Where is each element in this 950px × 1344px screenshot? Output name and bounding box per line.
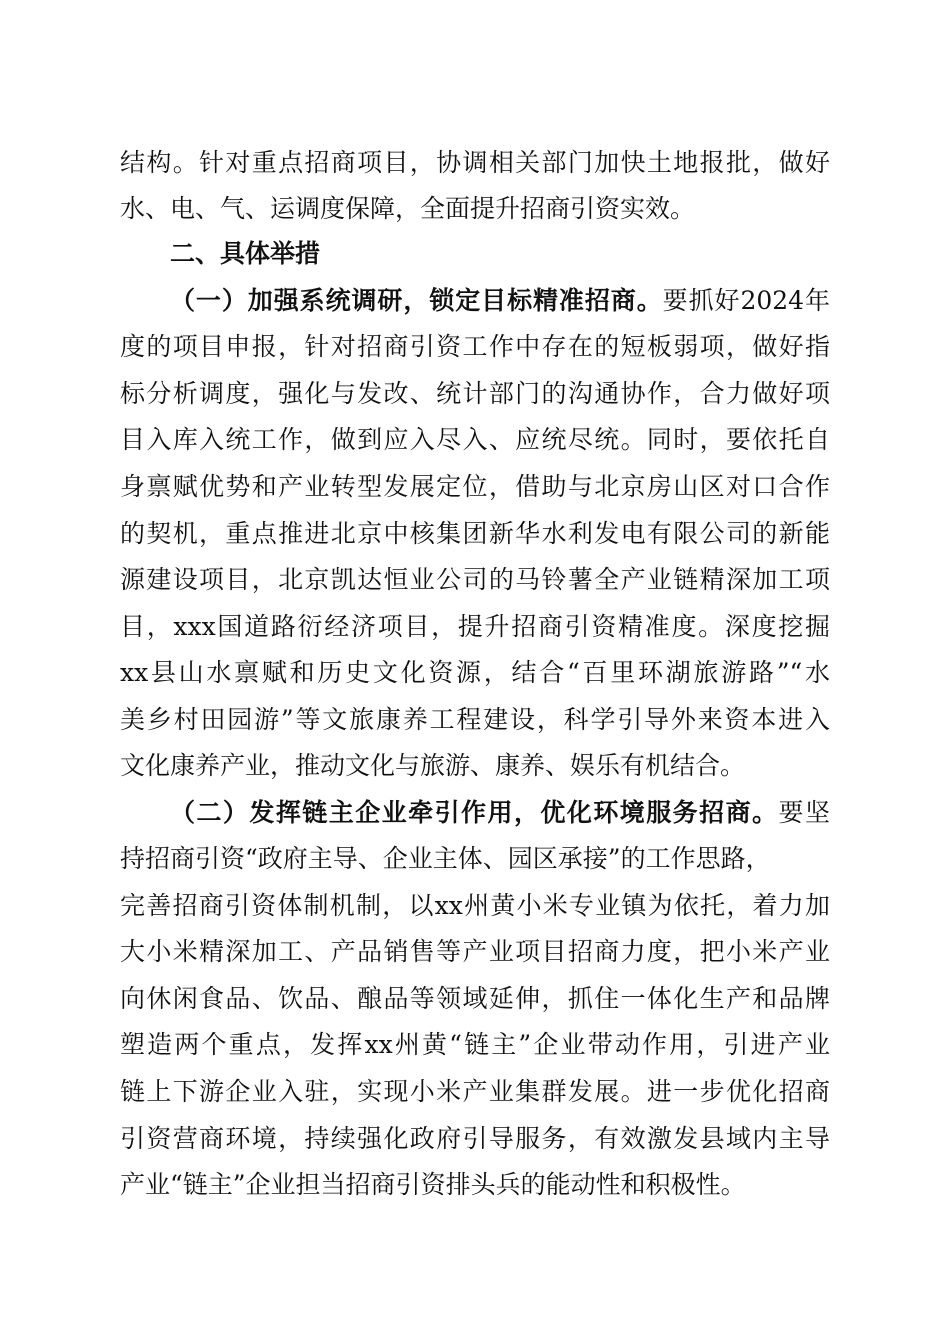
paragraph-line: 大小米精深加工、产品销售等产业项目招商力度，把小米产业 (120, 937, 830, 966)
item-1-lead-text: 要抓好2024年 (662, 286, 830, 315)
paragraph-line: 塑造两个重点，发挥xx州黄“链主”企业带动作用，引进产业 (120, 1030, 830, 1059)
item-2-lead-text: 要坚 (778, 798, 830, 827)
paragraph-line: 目，xxx国道路衍经济项目，提升招商引资精准度。深度挖掘 (120, 612, 830, 641)
paragraph-line: xx县山水禀赋和历史文化资源，结合“百里环湖旅游路”“水 (120, 658, 830, 687)
section-heading: 二、具体举措 (170, 239, 321, 268)
paragraph-line: 身禀赋优势和产业转型发展定位，借助与北京房山区对口合作 (120, 472, 830, 501)
paragraph-line: 文化康养产业，推动文化与旅游、康养、娱乐有机结合。 (120, 751, 746, 780)
paragraph-line: 向休闲食品、饮品、酿品等领域延伸，抓住一体化生产和品牌 (120, 984, 830, 1013)
item-1-first-line (170, 278, 830, 324)
paragraph-line: 持招商引资“政府主导、企业主体、园区承接”的工作思路， (120, 844, 771, 873)
paragraph-line: 的契机，重点推进北京中核集团新华水利发电有限公司的新能 (120, 519, 830, 548)
paragraph-line: 源建设项目，北京凯达恒业公司的马铃薯全产业链精深加工项 (120, 565, 830, 594)
paragraph-line: 产业“链主”企业担当招商引资排头兵的能动性和积极性。 (120, 1170, 746, 1199)
item-2-title: （二）发挥链主企业牵引作用，优化环境服务招商。 (170, 798, 779, 827)
paragraph-line: 引资营商环境，持续强化政府引导服务，有效激发县域内主导 (120, 1124, 830, 1153)
paragraph-line: 目入库入统工作，做到应入尽入、应统尽统。同时，要依托自 (120, 425, 830, 454)
paragraph-line: 标分析调度，强化与发改、统计部门的沟通协作，合力做好项 (120, 379, 830, 408)
paragraph-line: 美乡村田园游”等文旅康养工程建设，科学引导外来资本进入 (120, 705, 830, 734)
item-1-title: （一）加强系统调研，锁定目标精准招商。 (170, 286, 663, 315)
paragraph-line: 完善招商引资体制机制，以xx州黄小米专业镇为依托，着力加 (120, 891, 830, 920)
paragraph-line: 链上下游企业入驻，实现小米产业集群发展。进一步优化招商 (120, 1077, 830, 1106)
paragraph-line: 水、电、气、运调度保障，全面提升招商引资实效。 (120, 194, 696, 223)
item-2-first-line (170, 790, 830, 836)
paragraph-line: 结构。针对重点招商项目，协调相关部门加快土地报批，做好 (120, 148, 830, 177)
paragraph-line: 度的项目申报，针对招商引资工作中存在的短板弱项，做好指 (120, 332, 830, 361)
